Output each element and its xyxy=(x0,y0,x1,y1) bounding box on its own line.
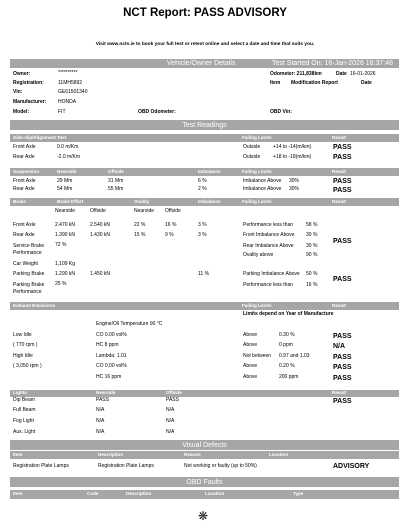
high-idle-rpm: ( 3,050 rpm ) xyxy=(13,363,42,369)
emissions-header-bar xyxy=(10,302,399,310)
suspension-front-limit: Imbalance Above xyxy=(243,178,282,184)
brake-effort-col: Brake Effort xyxy=(57,199,84,204)
loading-spinner-icon: ❋ xyxy=(198,509,209,523)
high-idle-lambda: Lambda: 1.01 xyxy=(96,353,127,359)
test-started: Test Started On: 16-Jan-2026 16:37:48 xyxy=(272,60,394,67)
suspension-result-col: Result xyxy=(332,169,347,174)
high-idle-lambda-result: PASS xyxy=(333,354,352,361)
brake-rear-o: 1.430 kN xyxy=(90,232,111,238)
suspension-front-near: 29 Mm xyxy=(57,178,73,184)
low-idle-label: Low Idle xyxy=(13,332,32,338)
brake-ovality-col: Ovality xyxy=(134,199,150,204)
date-value: 16-01-2026 xyxy=(350,71,376,77)
vd-description-col: Description xyxy=(98,452,124,457)
parking-brake-n: 1.290 kN xyxy=(55,271,76,277)
odometer: Odometer: 211,838km xyxy=(270,71,322,77)
obd-odometer-label: OBD Odometer: xyxy=(138,109,176,115)
side-slip-col: Side-slip/Alignment Test xyxy=(13,135,67,140)
emissions-result-col: Result xyxy=(332,303,347,308)
registration-value: 11MH5892 xyxy=(58,80,83,86)
high-idle-co-limit-value: 0.20 % xyxy=(279,363,295,369)
service-brake-label: Service Brake Performance xyxy=(13,243,45,256)
suspension-rear-limit: Imbalance Above xyxy=(243,186,282,192)
obd-faults-header-bar xyxy=(10,477,399,487)
owner-value: ********** xyxy=(58,70,78,76)
fog-light-near: N/A xyxy=(96,418,105,424)
parking-perf-label: Parking Brake Performance xyxy=(13,282,45,295)
suspension-rear-label: Rear Axle xyxy=(13,186,35,192)
modification-report-label: Modification Report xyxy=(291,80,338,86)
full-beam-label: Full Beam xyxy=(13,407,36,413)
brake-sub-nearside: Nearside xyxy=(55,208,76,214)
manufacturer-value: HONDA xyxy=(58,99,77,105)
brake-sub-offside: Offside xyxy=(90,208,106,214)
high-idle-hc-limit-value: 200 ppm xyxy=(279,374,299,380)
manufacturer-label: Manufacturer: xyxy=(13,99,47,105)
full-beam-near: N/A xyxy=(96,407,105,413)
suspension-front-imb: 6 % xyxy=(198,178,207,184)
brake-front-pct: 58 % xyxy=(306,222,318,228)
side-slip-rear-limit: Outside xyxy=(243,154,261,160)
obd-vin-label: OBD Vin: xyxy=(270,109,292,115)
obd-item-col: Item xyxy=(13,491,23,496)
parking-brake-label: Parking Brake xyxy=(13,271,45,277)
low-idle-co-limit: Above xyxy=(243,332,258,338)
ovality-pct: 90 % xyxy=(306,252,318,258)
obd-description-col: Description xyxy=(126,491,152,496)
ovality-sub-offside: Offside xyxy=(165,208,181,214)
vd-item-col: Item xyxy=(13,452,23,457)
lights-nearside-col: Nearside xyxy=(96,390,116,395)
vd-result: ADVISORY xyxy=(333,463,370,470)
low-idle-hc: HC 8 ppm xyxy=(96,342,119,348)
side-slip-rear-range: +18 to -18(m/km) xyxy=(273,154,312,160)
suspension-imbalance-col: Imbalance xyxy=(198,169,221,174)
high-idle-label: High Idle xyxy=(13,353,33,359)
side-slip-front-range: +14 to -14(m/km) xyxy=(273,144,312,150)
dip-beam-off: PASS xyxy=(166,397,179,403)
brake-front-on: 22 % xyxy=(134,222,146,228)
low-idle-co: CO 0.00 vol% xyxy=(96,332,127,338)
brake-rear-label: Rear Axle xyxy=(13,232,35,238)
parking-brake-pct: 50 % xyxy=(306,271,318,277)
suspension-offside-col: Offside xyxy=(108,169,124,174)
service-brake-limit: Rear Imbalance Above xyxy=(243,243,294,249)
service-brake-value: 72 % xyxy=(55,242,67,248)
brake-header-bar xyxy=(10,198,399,206)
brake-imbalance-col: Imbalance xyxy=(198,199,221,204)
low-idle-hc-limit: Above xyxy=(243,342,258,348)
car-weight-label: Car Weight xyxy=(13,261,38,267)
side-slip-rear-value: -2.0 m/Km xyxy=(57,154,81,160)
side-slip-rear-label: Rear Axle xyxy=(13,154,35,160)
brake-rear-limit: Front Imbalance Above xyxy=(243,232,295,238)
suspension-col: Suspension xyxy=(13,169,40,174)
brake-limits-col: Failing Limits xyxy=(242,199,272,204)
suspension-rear-near: 54 Mm xyxy=(57,186,73,192)
brake-rear-on: 15 % xyxy=(134,232,146,238)
aux-light-near: N/A xyxy=(96,429,105,435)
brake-rear-oo: 9 % xyxy=(165,232,174,238)
booking-notice: Visit www.ncts.ie to book your full test or retest online and select a date and time that suits you. xyxy=(95,42,315,47)
vd-reason: Not working or faulty (up to 50%) xyxy=(184,463,257,469)
obd-type-col: Type xyxy=(293,491,304,496)
brake-front-n: 2.470 kN xyxy=(55,222,76,228)
side-slip-front-limit: Outside xyxy=(243,144,261,150)
low-idle-co-limit-value: 0.30 % xyxy=(279,332,295,338)
parking-brake-result: PASS xyxy=(333,276,352,283)
suspension-front-result: PASS xyxy=(333,178,352,185)
ovality-limit: Ovality above xyxy=(243,252,274,258)
high-idle-hc: HC 16 ppm xyxy=(96,374,122,380)
high-idle-co-result: PASS xyxy=(333,364,352,371)
visual-defects-cols-bar xyxy=(10,451,399,459)
aux-light-off: N/A xyxy=(166,429,175,435)
low-idle-co-result: PASS xyxy=(333,333,352,340)
vehicle-owner-header-bar xyxy=(10,59,399,68)
suspension-front-off: 31 Mm xyxy=(108,178,124,184)
brake-front-oo: 16 % xyxy=(165,222,177,228)
service-brake-pct: 30 % xyxy=(306,243,318,249)
emissions-limits-col: Failing Limits xyxy=(242,303,272,308)
owner-label: Owner: xyxy=(13,71,31,77)
car-weight-value: 1,109 Kg xyxy=(55,261,76,267)
high-idle-co: CO 0.00 vol% xyxy=(96,363,127,369)
visual-defects-header: Visual Defects xyxy=(182,442,227,449)
ovality-sub-nearside: Nearside xyxy=(134,208,155,214)
brake-rear-n: 1.390 kN xyxy=(55,232,76,238)
suspension-front-label: Front Axle xyxy=(13,178,36,184)
brake-group-result: PASS xyxy=(333,238,352,245)
vin-value: GE61501340 xyxy=(58,89,88,95)
emissions-col: Exhaust Emissions xyxy=(13,303,56,308)
lights-result-col: Result xyxy=(332,390,347,395)
fog-light-label: Fog Light xyxy=(13,418,34,424)
brake-front-limit: Performance less than xyxy=(243,222,294,228)
obd-faults-header: OBD Faults xyxy=(186,479,223,486)
parking-perf-limit: Performance less than xyxy=(243,282,294,288)
side-slip-header-bar xyxy=(10,134,399,142)
brake-result-col: Result xyxy=(332,199,347,204)
vin-label: Vin: xyxy=(13,89,23,95)
high-idle-lambda-limit-value: 0.97 and 1.03 xyxy=(279,353,310,359)
suspension-rear-pct: 30% xyxy=(289,186,300,192)
parking-brake-limit: Parking Imbalance Above xyxy=(243,271,300,277)
suspension-front-pct: 30% xyxy=(289,178,300,184)
obd-code-col: Code xyxy=(87,491,99,496)
brake-front-o: 2.540 kN xyxy=(90,222,111,228)
suspension-nearside-col: Nearside xyxy=(57,169,77,174)
dip-beam-label: Dip Beam xyxy=(13,397,35,403)
test-readings-header-bar xyxy=(10,120,399,130)
vd-reason-col: Reason xyxy=(184,452,201,457)
registration-label: Registration: xyxy=(13,80,44,86)
report-title: NCT Report: PASS ADVISORY xyxy=(123,7,287,19)
parking-perf-pct: 16 % xyxy=(306,282,318,288)
brake-rear-imb: 3 % xyxy=(198,232,207,238)
model-label: Model: xyxy=(13,109,30,115)
visual-defects-header-bar xyxy=(10,440,399,450)
emissions-limits-note: Limits depend on Year of Manufacture xyxy=(243,311,334,317)
low-idle-rpm: ( 770 rpm ) xyxy=(13,342,38,348)
side-slip-rear-result: PASS xyxy=(333,154,352,161)
aux-light-label: Aux. Light xyxy=(13,429,36,435)
dip-beam-result: PASS xyxy=(333,398,352,405)
vehicle-owner-header: Vehicle/Owner Details xyxy=(167,60,236,67)
side-slip-front-label: Front Axle xyxy=(13,144,36,150)
low-idle-hc-result: N/A xyxy=(333,343,346,350)
lights-offside-col: Offside xyxy=(166,390,182,395)
model-value: FIT xyxy=(58,109,66,115)
high-idle-hc-result: PASS xyxy=(333,375,352,382)
fog-light-off: N/A xyxy=(166,418,175,424)
lights-col: Lights xyxy=(13,390,27,395)
vd-location-col: Location xyxy=(269,452,289,457)
date2-label: Date xyxy=(361,80,372,86)
parking-brake-imb: 11 % xyxy=(198,271,210,277)
side-slip-result-col: Result xyxy=(332,135,347,140)
vd-description: Registration Plate Lamps xyxy=(98,463,154,469)
obd-location-col: Location xyxy=(205,491,225,496)
high-idle-co-limit: Above xyxy=(243,363,258,369)
item-label: Item xyxy=(270,80,281,86)
suspension-limits-col: Failing Limits xyxy=(242,169,272,174)
suspension-rear-off: 55 Mm xyxy=(108,186,124,192)
obd-faults-cols-bar xyxy=(10,490,399,499)
suspension-rear-imb: 2 % xyxy=(198,186,207,192)
side-slip-front-result: PASS xyxy=(333,144,352,151)
test-readings-header: Test Readings xyxy=(182,122,227,129)
brake-rear-pct: 30 % xyxy=(306,232,318,238)
full-beam-off: N/A xyxy=(166,407,175,413)
engine-oil-temperature: Engine/Oil Temperature 90 °C xyxy=(96,321,163,327)
high-idle-hc-limit: Above xyxy=(243,374,258,380)
parking-perf-value: 25 % xyxy=(55,281,67,287)
side-slip-front-value: 0.0 m/Km xyxy=(57,144,79,150)
brake-front-label: Front Axle xyxy=(13,222,36,228)
lights-header-bar xyxy=(10,390,399,397)
vd-item: Registration Plate Lamps xyxy=(13,463,69,469)
side-slip-limits-col: Failing Limits xyxy=(242,135,272,140)
suspension-header-bar xyxy=(10,168,399,176)
brake-col: Brake xyxy=(13,199,26,204)
low-idle-hc-limit-value: 0 ppm xyxy=(279,342,293,348)
high-idle-lambda-limit: Not between xyxy=(243,353,272,359)
date-label: Date xyxy=(336,71,347,77)
suspension-rear-result: PASS xyxy=(333,187,352,194)
brake-front-imb: 3 % xyxy=(198,222,207,228)
dip-beam-near: PASS xyxy=(96,397,109,403)
parking-brake-o: 1.450 kN xyxy=(90,271,111,277)
